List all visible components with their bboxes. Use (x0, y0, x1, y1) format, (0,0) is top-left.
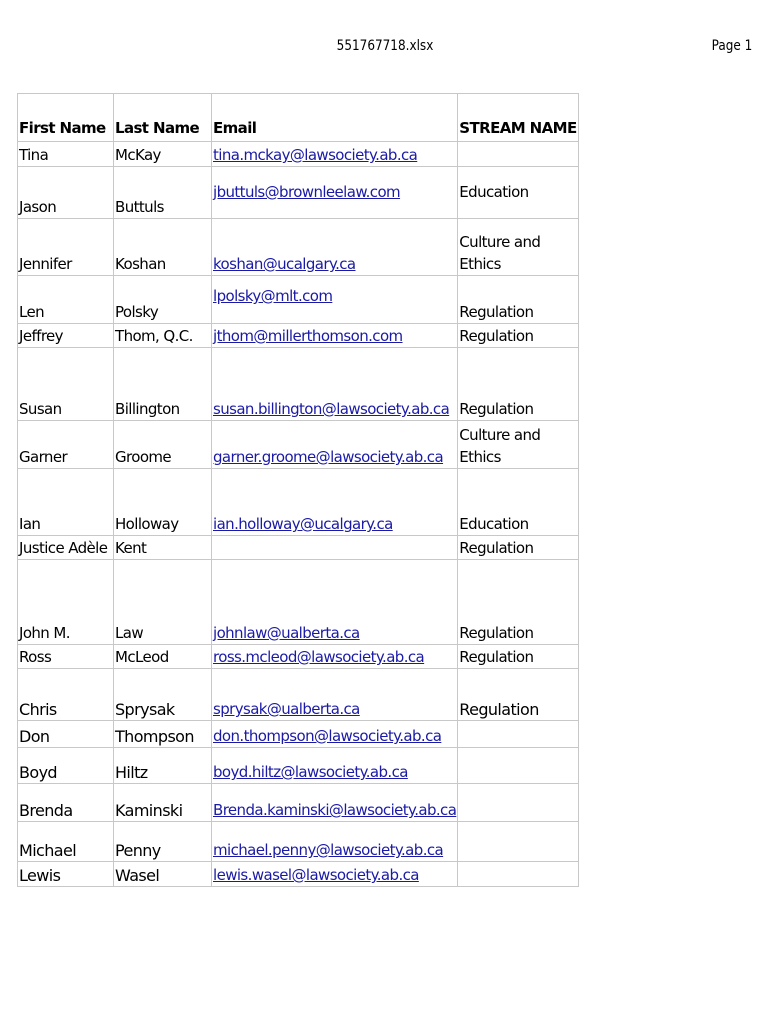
table-row (18, 784, 579, 822)
email-cell[interactable] (212, 748, 458, 784)
last-name-cell: Thom, Q.C. (114, 324, 212, 348)
stream-cell (458, 748, 578, 784)
stream-cell: Education (458, 167, 578, 219)
stream-cell (458, 862, 578, 887)
first-name-cell: Lewis (18, 862, 114, 887)
first-name-cell: Jason (18, 167, 114, 219)
table-row (18, 348, 579, 421)
table-row (18, 324, 579, 348)
email-link[interactable]: jthom@millerthomson.com (213, 327, 403, 345)
first-name-cell: Brenda (18, 784, 114, 822)
first-name-cell: Jeffrey (18, 324, 114, 348)
page-number: Page 1 (711, 38, 752, 54)
first-name-cell: Garner (18, 421, 114, 469)
last-name-cell: Billington (114, 348, 212, 421)
last-name-cell: Buttuls (114, 167, 212, 219)
stream-cell (458, 721, 578, 748)
last-name-cell: Thompson (114, 721, 212, 748)
stream-cell (458, 142, 578, 167)
email-cell[interactable] (212, 721, 458, 748)
contacts-table (17, 93, 579, 887)
first-name-cell: Tina (18, 142, 114, 167)
email-link[interactable]: tina.mckay@lawsociety.ab.ca (213, 146, 418, 164)
email-cell[interactable] (212, 862, 458, 887)
stream-cell: Regulation (458, 276, 578, 324)
email-link[interactable]: michael.penny@lawsociety.ab.ca (213, 841, 444, 859)
last-name-cell: Kaminski (114, 784, 212, 822)
stream-cell: Regulation (458, 536, 578, 560)
table-row (18, 167, 579, 219)
table-row (18, 560, 579, 645)
email-link[interactable]: koshan@ucalgary.ca (213, 255, 356, 273)
last-name-cell: McLeod (114, 645, 212, 669)
table-row (18, 862, 579, 887)
email-link[interactable]: susan.billington@lawsociety.ab.ca (213, 400, 450, 418)
email-cell[interactable] (212, 645, 458, 669)
last-name-cell: Hiltz (114, 748, 212, 784)
column-header-email: Email (212, 94, 458, 142)
table-row (18, 822, 579, 862)
last-name-cell: Law (114, 560, 212, 645)
stream-cell: Culture and Ethics (458, 421, 578, 469)
last-name-cell: Kent (114, 536, 212, 560)
stream-cell: Regulation (458, 669, 578, 721)
email-cell[interactable] (212, 669, 458, 721)
stream-cell: Regulation (458, 560, 578, 645)
stream-cell: Regulation (458, 324, 578, 348)
email-link[interactable]: ross.mcleod@lawsociety.ab.ca (213, 648, 425, 666)
email-link[interactable]: lpolsky@mlt.com (213, 287, 333, 305)
email-link[interactable]: johnlaw@ualberta.ca (213, 624, 360, 642)
last-name-cell: Holloway (114, 469, 212, 536)
table-header-row (18, 94, 579, 142)
stream-cell: Education (458, 469, 578, 536)
column-header-last-name: Last Name (114, 94, 212, 142)
first-name-cell: Michael (18, 822, 114, 862)
last-name-cell: Polsky (114, 276, 212, 324)
email-link[interactable]: don.thompson@lawsociety.ab.ca (213, 727, 442, 745)
column-header-stream-name: STREAM NAME (458, 94, 578, 142)
stream-cell (458, 822, 578, 862)
email-cell[interactable] (212, 784, 458, 822)
email-link[interactable]: jbuttuls@brownleelaw.com (213, 183, 401, 201)
last-name-cell: McKay (114, 142, 212, 167)
first-name-cell: Len (18, 276, 114, 324)
first-name-cell: Chris (18, 669, 114, 721)
stream-cell: Culture and Ethics (458, 219, 578, 276)
email-cell[interactable] (212, 560, 458, 645)
email-cell[interactable] (212, 421, 458, 469)
first-name-cell: Ross (18, 645, 114, 669)
first-name-cell: John M. (18, 560, 114, 645)
email-cell[interactable] (212, 348, 458, 421)
table-row (18, 536, 579, 560)
last-name-cell: Groome (114, 421, 212, 469)
email-link[interactable]: ian.holloway@ucalgary.ca (213, 515, 393, 533)
first-name-cell: Don (18, 721, 114, 748)
first-name-cell: Justice Adèle (18, 536, 114, 560)
email-cell[interactable] (212, 822, 458, 862)
first-name-cell: Boyd (18, 748, 114, 784)
email-cell[interactable] (212, 219, 458, 276)
table-row (18, 721, 579, 748)
first-name-cell: Jennifer (18, 219, 114, 276)
last-name-cell: Wasel (114, 862, 212, 887)
email-cell[interactable] (212, 142, 458, 167)
last-name-cell: Koshan (114, 219, 212, 276)
email-cell[interactable] (212, 167, 458, 219)
email-cell[interactable] (212, 469, 458, 536)
stream-cell: Regulation (458, 645, 578, 669)
last-name-cell: Penny (114, 822, 212, 862)
email-link[interactable]: garner.groome@lawsociety.ab.ca (213, 448, 444, 466)
first-name-cell: Ian (18, 469, 114, 536)
stream-cell (458, 784, 578, 822)
table-row (18, 469, 579, 536)
last-name-cell: Sprysak (114, 669, 212, 721)
file-name: 551767718.xlsx (336, 38, 434, 54)
first-name-cell: Susan (18, 348, 114, 421)
email-cell[interactable] (212, 276, 458, 324)
table-row (18, 142, 579, 167)
table-row (18, 748, 579, 784)
stream-cell: Regulation (458, 348, 578, 421)
table-row (18, 645, 579, 669)
email-cell[interactable] (212, 324, 458, 348)
email-link[interactable]: boyd.hiltz@lawsociety.ab.ca (213, 763, 408, 781)
email-link[interactable]: Brenda.kaminski@lawsociety.ab.ca (213, 801, 457, 819)
table-row (18, 669, 579, 721)
column-header-first-name: First Name (18, 94, 114, 142)
table-row (18, 421, 579, 469)
email-link[interactable]: lewis.wasel@lawsociety.ab.ca (213, 866, 419, 884)
table-row (18, 276, 579, 324)
email-link[interactable]: sprysak@ualberta.ca (213, 700, 360, 718)
email-cell (212, 536, 458, 560)
table-row (18, 219, 579, 276)
